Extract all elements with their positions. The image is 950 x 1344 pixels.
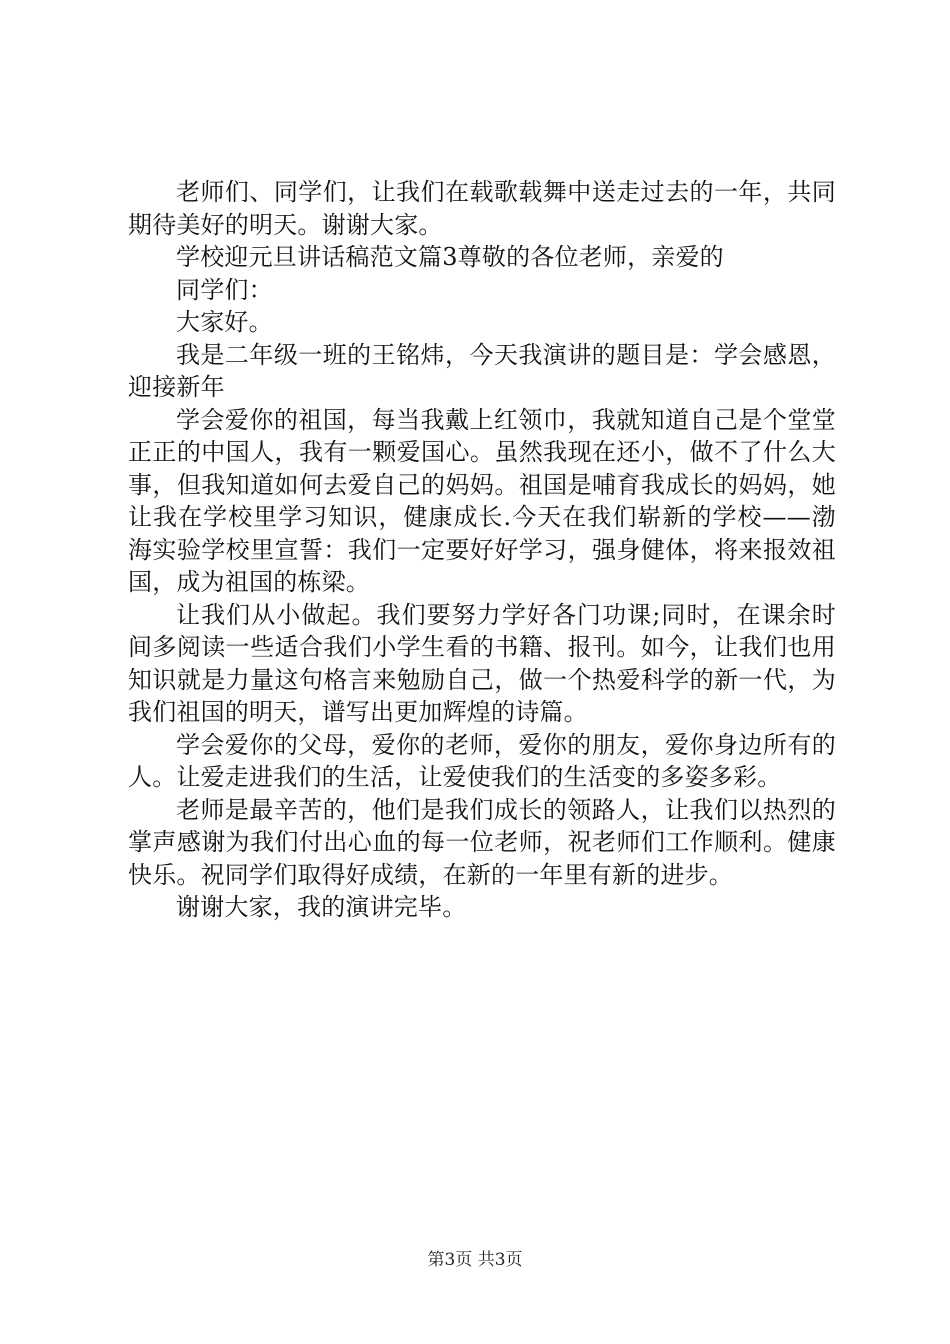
paragraph: 学校迎元旦讲话稿范文篇3尊敬的各位老师，亲爱的 [176, 243, 724, 271]
page-number-footer: 第3页 共3页 [427, 1250, 523, 1270]
paragraph: 学会爱你的祖国，每当我戴上红领巾，我就知道自己是个堂堂正正的中国人，我有一颗爱国心。虽然我现在还小，做不了什么大事，但我知道如何去爱自己的妈妈。祖国是哺育我成长的妈妈，她让我在学校里学习知识，健康成长.今天在我们崭新的学校——渤海实验学校里宣誓：我们一定要好好学习，强身健体，将来报效祖国，成为祖国的栋梁。 [128, 405, 836, 596]
paragraph: 我是二年级一班的王铭炜，今天我演讲的题目是：学会感恩，迎接新年 [128, 340, 836, 401]
paragraph: 同学们： [176, 275, 273, 304]
paragraph: 老师是最辛苦的，他们是我们成长的领路人，让我们以热烈的掌声感谢为我们付出心血的每一位老师，祝老师们工作顺利。健康快乐。祝同学们取得好成绩，在新的一年里有新的进步。 [128, 795, 836, 889]
paragraph: 谢谢大家，我的演讲完毕。 [176, 893, 467, 921]
paragraph: 学会爱你的父母，爱你的老师，爱你的朋友，爱你身边所有的人。让爱走进我们的生活，让爱使我们的生活变的多姿多彩。 [128, 730, 836, 791]
paragraph: 老师们、同学们，让我们在载歌载舞中送走过去的一年，共同期待美好的明天。谢谢大家。 [128, 178, 836, 239]
document-body [128, 176, 836, 924]
paragraph: 大家好。 [176, 308, 273, 336]
paragraph: 让我们从小做起。我们要努力学好各门功课;同时，在课余时间多阅读一些适合我们小学生看的书籍、报刊。如今，让我们也用知识就是力量这句格言来勉励自己，做一个热爱科学的新一代，为我们祖国的明天，谱写出更加辉煌的诗篇。 [128, 600, 836, 726]
